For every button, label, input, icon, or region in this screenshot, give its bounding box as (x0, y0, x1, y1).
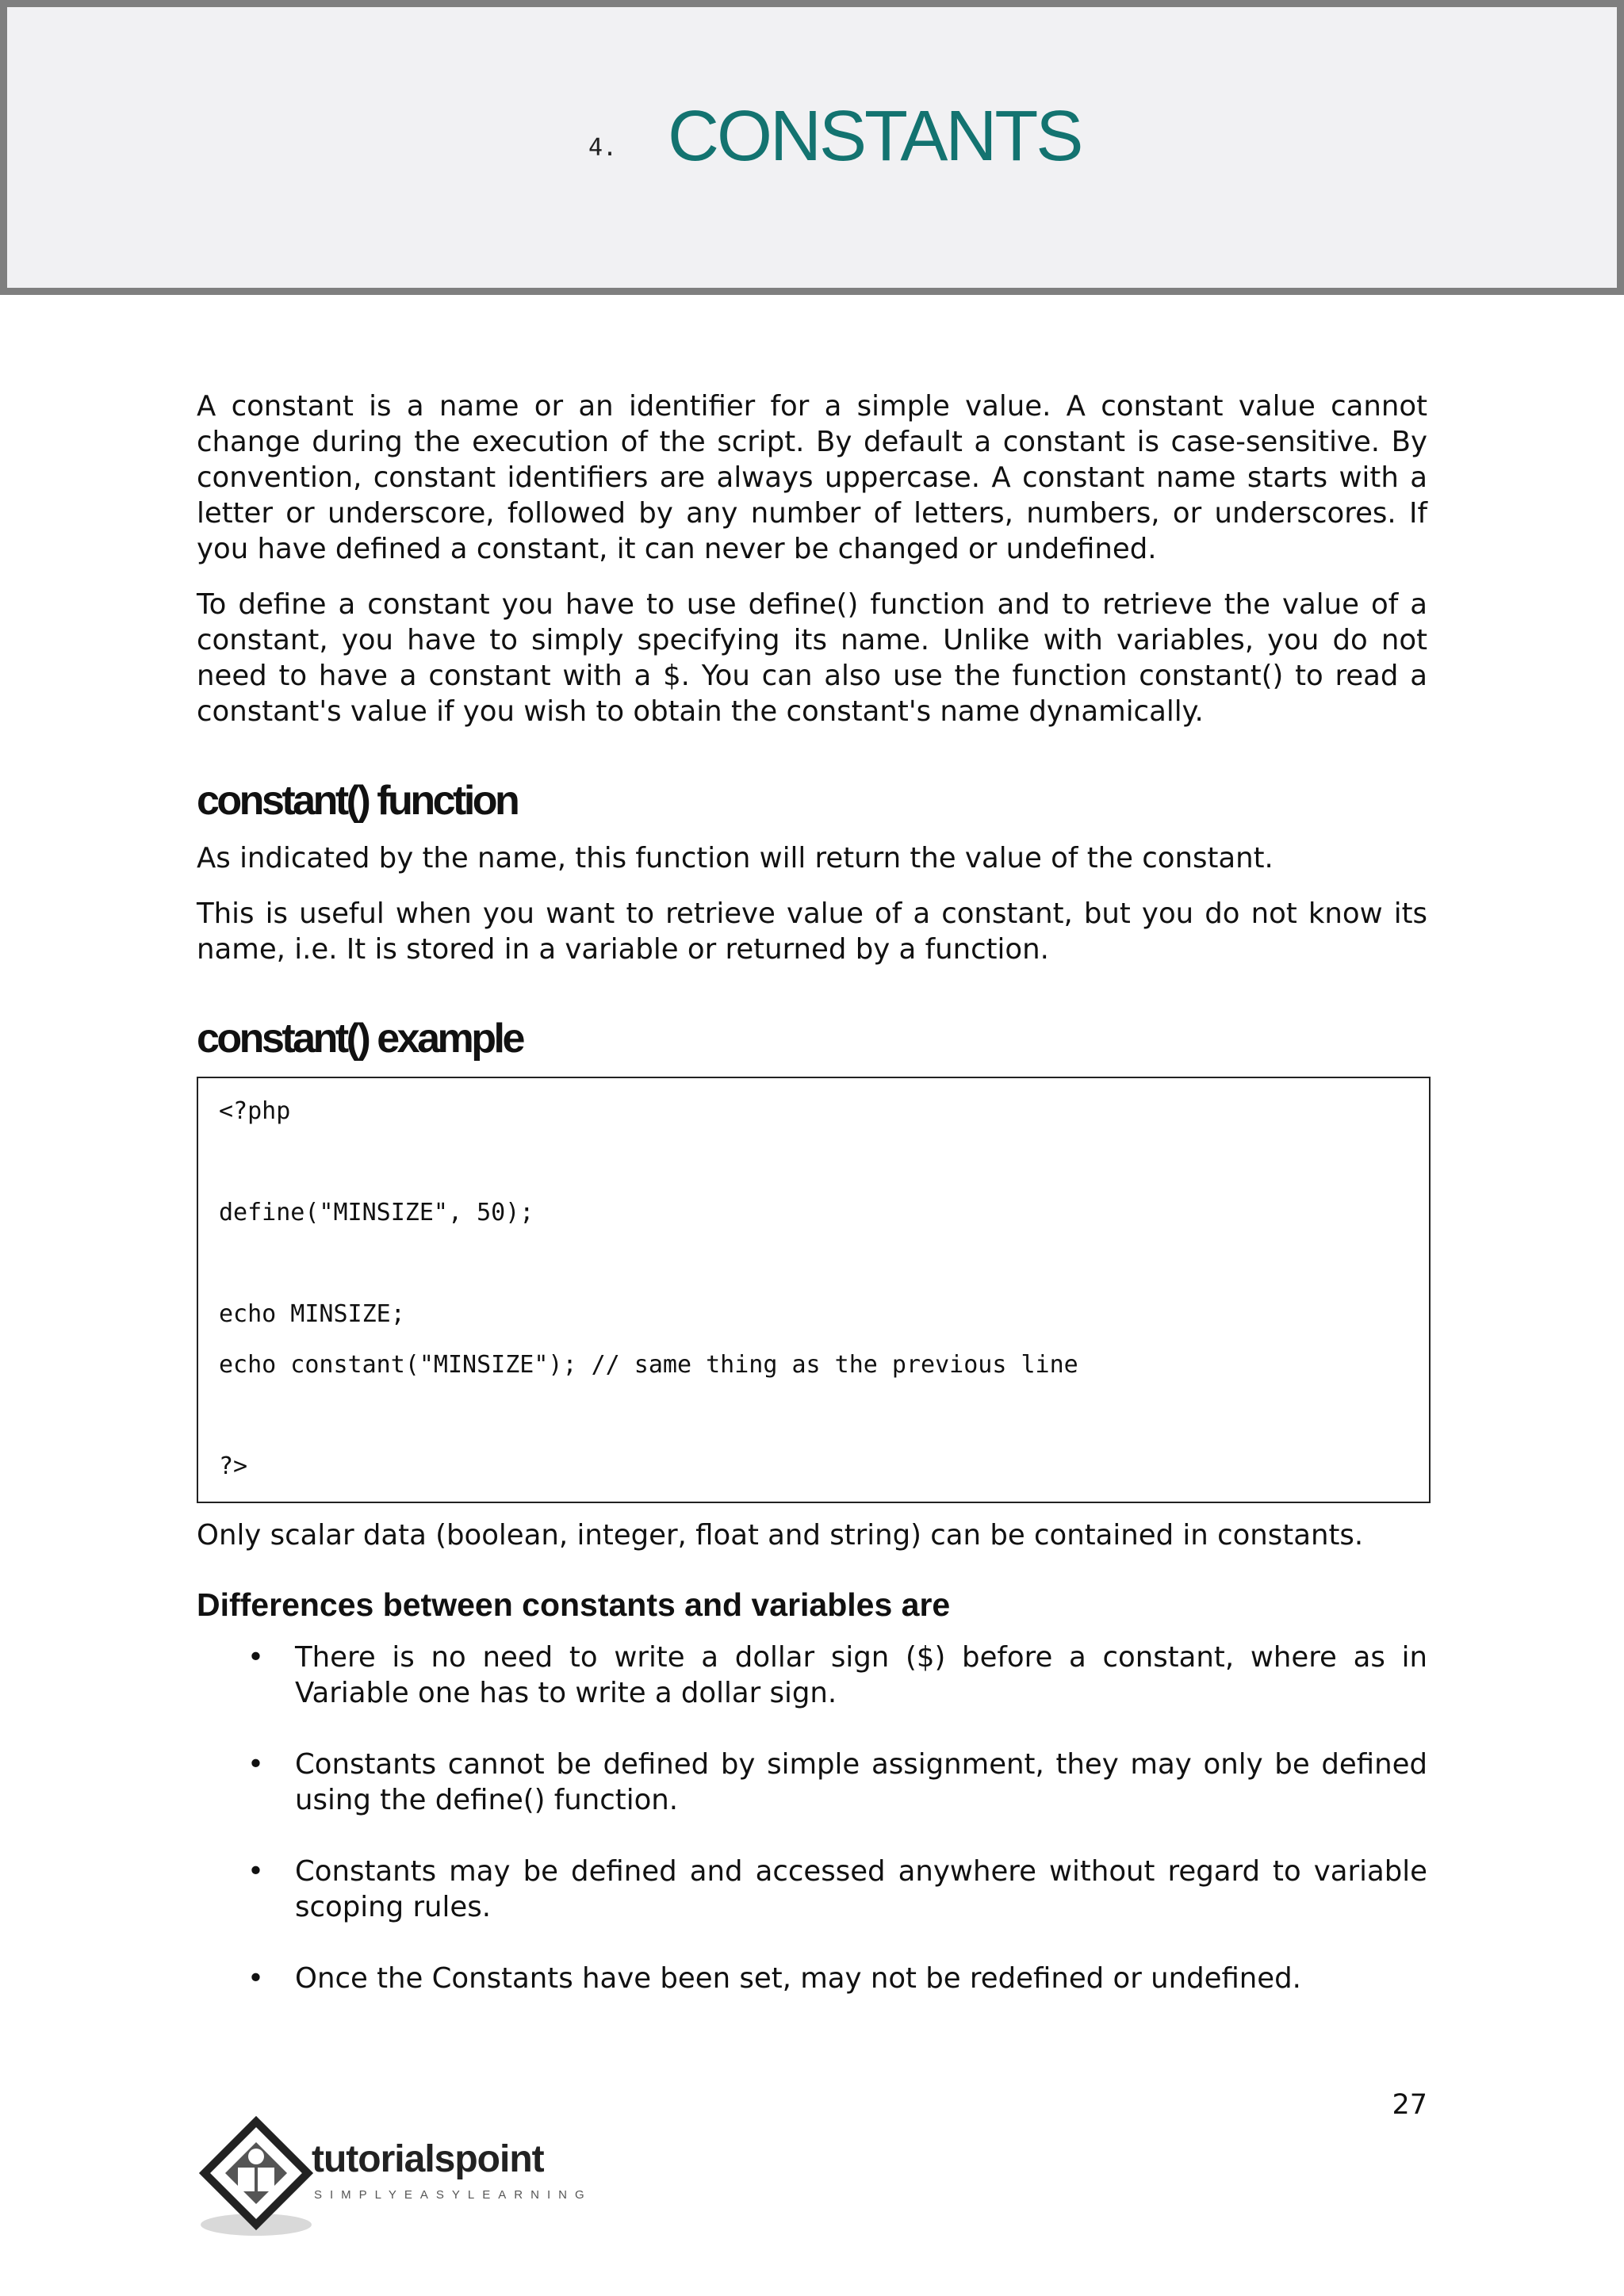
differences-heading: Differences between constants and variables are (197, 1586, 951, 1623)
page-content (197, 388, 1427, 2032)
bullet-icon: • (247, 1855, 264, 1888)
logo-diamond-icon (197, 2115, 316, 2242)
list-item-text: There is no need to write a dollar sign ($) before a constant, where as in Variable one has to write a dollar sign. (295, 1641, 1427, 1709)
logo-text: tutorialspoint (312, 2138, 544, 2180)
code-line-1: <?php (219, 1097, 291, 1125)
list-item-text: Constants cannot be defined by simple assignment, they may only be defined using the define() function. (295, 1748, 1427, 1816)
list-item-text: Once the Constants have been set, may not be redefined or undefined. (295, 1962, 1301, 1995)
code-line-4: echo constant("MINSIZE"); // same thing as the previous line (219, 1351, 1078, 1379)
scalar-data-note: Only scalar data (boolean, integer, float and string) can be contained in constants. (197, 1519, 1364, 1552)
bullet-icon: • (247, 1962, 264, 1995)
list-item (197, 1640, 1427, 1711)
chapter-number: 4. (588, 134, 618, 162)
code-block (197, 1077, 1431, 1503)
code-line-5: ?> (219, 1452, 248, 1480)
page-number: 27 (1392, 2089, 1427, 2121)
bullet-icon: • (247, 1641, 264, 1674)
intro-paragraph-2: To define a constant you have to use define() function and to retrieve the value of a constant, you have to simply specifying its name. Unlike with variables, you do not need to have a constant with a $. You can also use the function constant() to read a constant's value if you wish to obtain the constant's name dynamically. (197, 588, 1427, 728)
code-line-3: echo MINSIZE; (219, 1300, 405, 1328)
chapter-title: CONSTANTS (668, 97, 1082, 176)
differences-list (197, 1640, 1427, 1996)
constant-function-paragraph-1: As indicated by the name, this function will return the value of the constant. (197, 842, 1274, 874)
list-item-text: Constants may be defined and accessed anywhere without regard to variable scoping rules. (295, 1855, 1427, 1923)
chapter-header (0, 0, 1624, 295)
list-item (197, 1854, 1427, 1925)
constant-function-heading: constant() function (197, 778, 518, 824)
logo-tagline: SIMPLYEASYLEARNING (314, 2188, 592, 2202)
code-line-2: define("MINSIZE", 50); (219, 1199, 534, 1226)
intro-paragraph-1: A constant is a name or an identifier for a simple value. A constant value cannot change during the execution of the script. By default a constant is case-sensitive. By convention, constant identifiers are always uppercase. A constant name starts with a letter or underscore, followed by any number of letters, numbers, or underscores. If you have defined a constant, it can never be changed or undefined. (197, 390, 1427, 565)
list-item (197, 1747, 1427, 1818)
tutorialspoint-logo (197, 2115, 593, 2242)
list-item (197, 1961, 1427, 1996)
constant-example-heading: constant() example (197, 1016, 523, 1062)
constant-function-paragraph-2: This is useful when you want to retrieve value of a constant, but you do not know its name, i.e. It is stored in a variable or returned by a function. (197, 897, 1427, 966)
bullet-icon: • (247, 1748, 264, 1781)
